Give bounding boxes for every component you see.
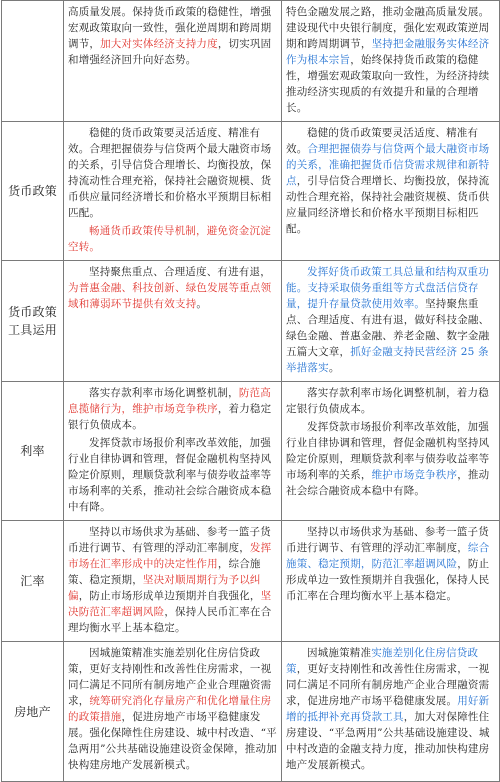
row-label: 房地产 <box>2 642 64 782</box>
text-segment: ，防止形成单边一致性预期并自我强化，保持人民币汇率在合理均衡水平上基本稳定。 <box>286 558 490 602</box>
right-cell <box>282 382 500 521</box>
text-segment: ，切实巩固和增强经济回升向好态势。 <box>68 38 272 66</box>
cell-paragraph <box>68 385 277 433</box>
cell-paragraph <box>286 419 495 499</box>
policy-comparison-table <box>1 0 500 782</box>
highlight-blue: 综合施策、稳定预期，防范汇率超调风险 <box>286 542 490 570</box>
text-segment: ，更好支持刚性和改善性住房需求，一视同仁满足不同所有制房地产企业合理融资需求，促进房地产市场平稳健康发展。 <box>286 663 490 707</box>
cell-paragraph <box>68 264 277 312</box>
cell-paragraph <box>68 524 277 636</box>
right-cell <box>282 642 500 782</box>
table-row <box>2 261 500 382</box>
highlight-blue: 合理把握债券与信贷两个最大融资市场的关系，准确把握货币信贷需求规律和新特点 <box>286 143 490 187</box>
row-label <box>2 1 64 122</box>
highlight-red: 坚决对顺周期行为予以纠偏 <box>68 574 261 602</box>
text-segment: 落实存款利率市场化调整机制， <box>89 387 239 399</box>
text-segment: ，引导信贷合理增长、均衡投放，保持流动性合理充裕，保持社会融资规模、货币供应量同经济增长和价格水平预期目标相匹配。 <box>286 175 490 235</box>
right-cell <box>282 122 500 261</box>
text-segment: 坚持以市场供求为基础、参考一篮子货币进行调节、有管理的浮动汇率制度， <box>68 526 271 554</box>
text-segment: ，始终保持货币政策的稳健性，增强宏观政策取向一致性，为经济持续推动经济实现质的有效提升和量的合理增长。 <box>286 54 490 114</box>
row-label: 利率 <box>2 382 64 521</box>
text-segment: ，加大对保障性住房建设、“平急两用”公共基础设施建设、城中村改造的金融支持力度，推动加快构建房地产发展新模式。 <box>286 711 490 771</box>
left-cell <box>64 1 282 122</box>
left-cell <box>64 521 282 642</box>
text-segment: 发挥贷款市场报价利率改革效能，加强行业自律协调和管理，督促金融机构坚持风险定价原则，理顺贷款利率与债券收益率等市场利率的关系， <box>286 421 490 481</box>
highlight-red: 防范高息揽储行为，维护市场竞争秩序 <box>68 387 271 415</box>
cell-paragraph <box>286 4 495 116</box>
table-row <box>2 122 500 261</box>
text-segment: 坚持聚焦重点、合理适度、有进有退，做好科技金融、绿色金融、普惠金融、养老金融、数字金融五篇大文章， <box>286 298 490 358</box>
cell-paragraph <box>68 4 277 68</box>
text-segment: 。 <box>196 298 208 310</box>
left-cell <box>64 122 282 261</box>
highlight-blue: 维护市场竞争秩序 <box>371 469 458 481</box>
cell-paragraph <box>68 435 277 515</box>
text-segment: 落实存款利率市场化调整机制，着力稳定银行负债成本。 <box>286 387 489 415</box>
highlight-blue: 发挥好货币政策工具总量和结构双重功能。支持采取债务重组等方式盘活信贷存量，提升存量贷款使用效率。 <box>286 266 489 310</box>
text-segment: ，保持人民币汇率在合理均衡水平上基本稳定。 <box>68 606 272 634</box>
cell-paragraph <box>286 645 495 773</box>
highlight-red: 坚决防范汇率超调风险 <box>68 590 272 618</box>
highlight-blue: 实施差别化住房信贷政策 <box>286 647 479 675</box>
left-cell <box>64 261 282 382</box>
row-label: 货币政策 <box>2 122 64 261</box>
table-row <box>2 1 500 122</box>
text-segment: 坚持聚焦重点、合理适度、有进有退， <box>89 266 271 278</box>
highlight-red: 统筹研究消化存量房产和优化增量住房的政策措施 <box>68 695 272 723</box>
text-segment: ，着力稳定银行负债成本。 <box>68 403 272 431</box>
row-label: 汇率 <box>2 521 64 642</box>
text-segment: ，防止市场形成单边预期并自我强化， <box>78 590 261 602</box>
row-label: 货币政策工具运用 <box>2 261 64 382</box>
text-segment: 高质量发展。保持货币政策的稳健性，增强宏观政策取向一致性，强化逆周期和跨周期调节， <box>68 6 272 50</box>
text-segment: 稳健的货币政策要灵活适度、精准有效。 <box>286 127 479 155</box>
left-cell <box>64 642 282 782</box>
highlight-red: 畅通货币政策传导机制，避免资金沉淀空转。 <box>68 225 271 253</box>
table-row <box>2 521 500 642</box>
cell-paragraph <box>286 125 495 237</box>
text-segment: ，促进房地产市场平稳健康发展。强化保障性住房建设、城中村改造、“平急两用”公共基础设施建设资金保障，推动加快构建房地产发展新模式。 <box>68 711 277 771</box>
highlight-red: 加大对实体经济支持力度 <box>100 38 218 50</box>
text-segment: 发挥贷款市场报价利率改革效能，加强行业自律协调和管理，督促金融机构坚持风险定价原则，理顺贷款利率与债券收益率等市场利率的关系，推动社会综合融资成本稳中有降。 <box>68 437 272 513</box>
cell-paragraph <box>68 125 277 221</box>
text-segment: 特色金融发展之路，推动金融高质量发展。建设现代中央银行制度，强化宏观政策逆周期和跨周期调节， <box>286 6 490 50</box>
text-segment: ，推动社会综合融资成本稳中有降。 <box>286 469 490 497</box>
text-segment: 因城施策精准 <box>307 647 372 659</box>
text-segment: 稳健的货币政策要灵活适度、精准有效。合理把握债券与信贷两个最大融资市场的关系，引导信贷合理增长、均衡投放，保持流动性合理充裕，保持社会融资规模、货币供应量同经济增长和价格水平预期目标相匹配。 <box>68 127 272 219</box>
highlight-red: 发挥市场在汇率形成中的决定性作用 <box>68 542 272 570</box>
text-segment: 因城施策精准实施差别化住房信贷政策，更好支持刚性和改善性住房需求，一视同仁满足不同所有制房地产企业合理融资需求， <box>68 647 272 707</box>
text-segment: 。 <box>328 362 340 374</box>
highlight-blue: 抓好金融支持民营经济 25 条举措落实 <box>286 346 489 374</box>
right-cell <box>282 521 500 642</box>
table-row <box>2 382 500 521</box>
cell-paragraph <box>68 645 277 773</box>
cell-paragraph <box>68 223 277 255</box>
table-body <box>2 1 500 782</box>
right-cell <box>282 1 500 122</box>
highlight-blue: 用好新增的抵押补充再贷款工具 <box>286 695 490 723</box>
text-segment: 坚持以市场供求为基础、参考一篮子货币进行调节、有管理的浮动汇率制度， <box>286 526 489 554</box>
cell-paragraph <box>286 524 495 604</box>
highlight-red: 为普惠金融、科技创新、绿色发展等重点领域和薄弱环节提供有效支持 <box>68 282 272 310</box>
cell-paragraph <box>286 385 495 417</box>
highlight-blue: 坚持把金融服务实体经济作为根本宗旨 <box>286 38 490 66</box>
text-segment: ，综合施策、稳定预期， <box>68 558 261 586</box>
right-cell <box>282 261 500 382</box>
cell-paragraph <box>286 264 495 376</box>
left-cell <box>64 382 282 521</box>
table-row <box>2 642 500 782</box>
